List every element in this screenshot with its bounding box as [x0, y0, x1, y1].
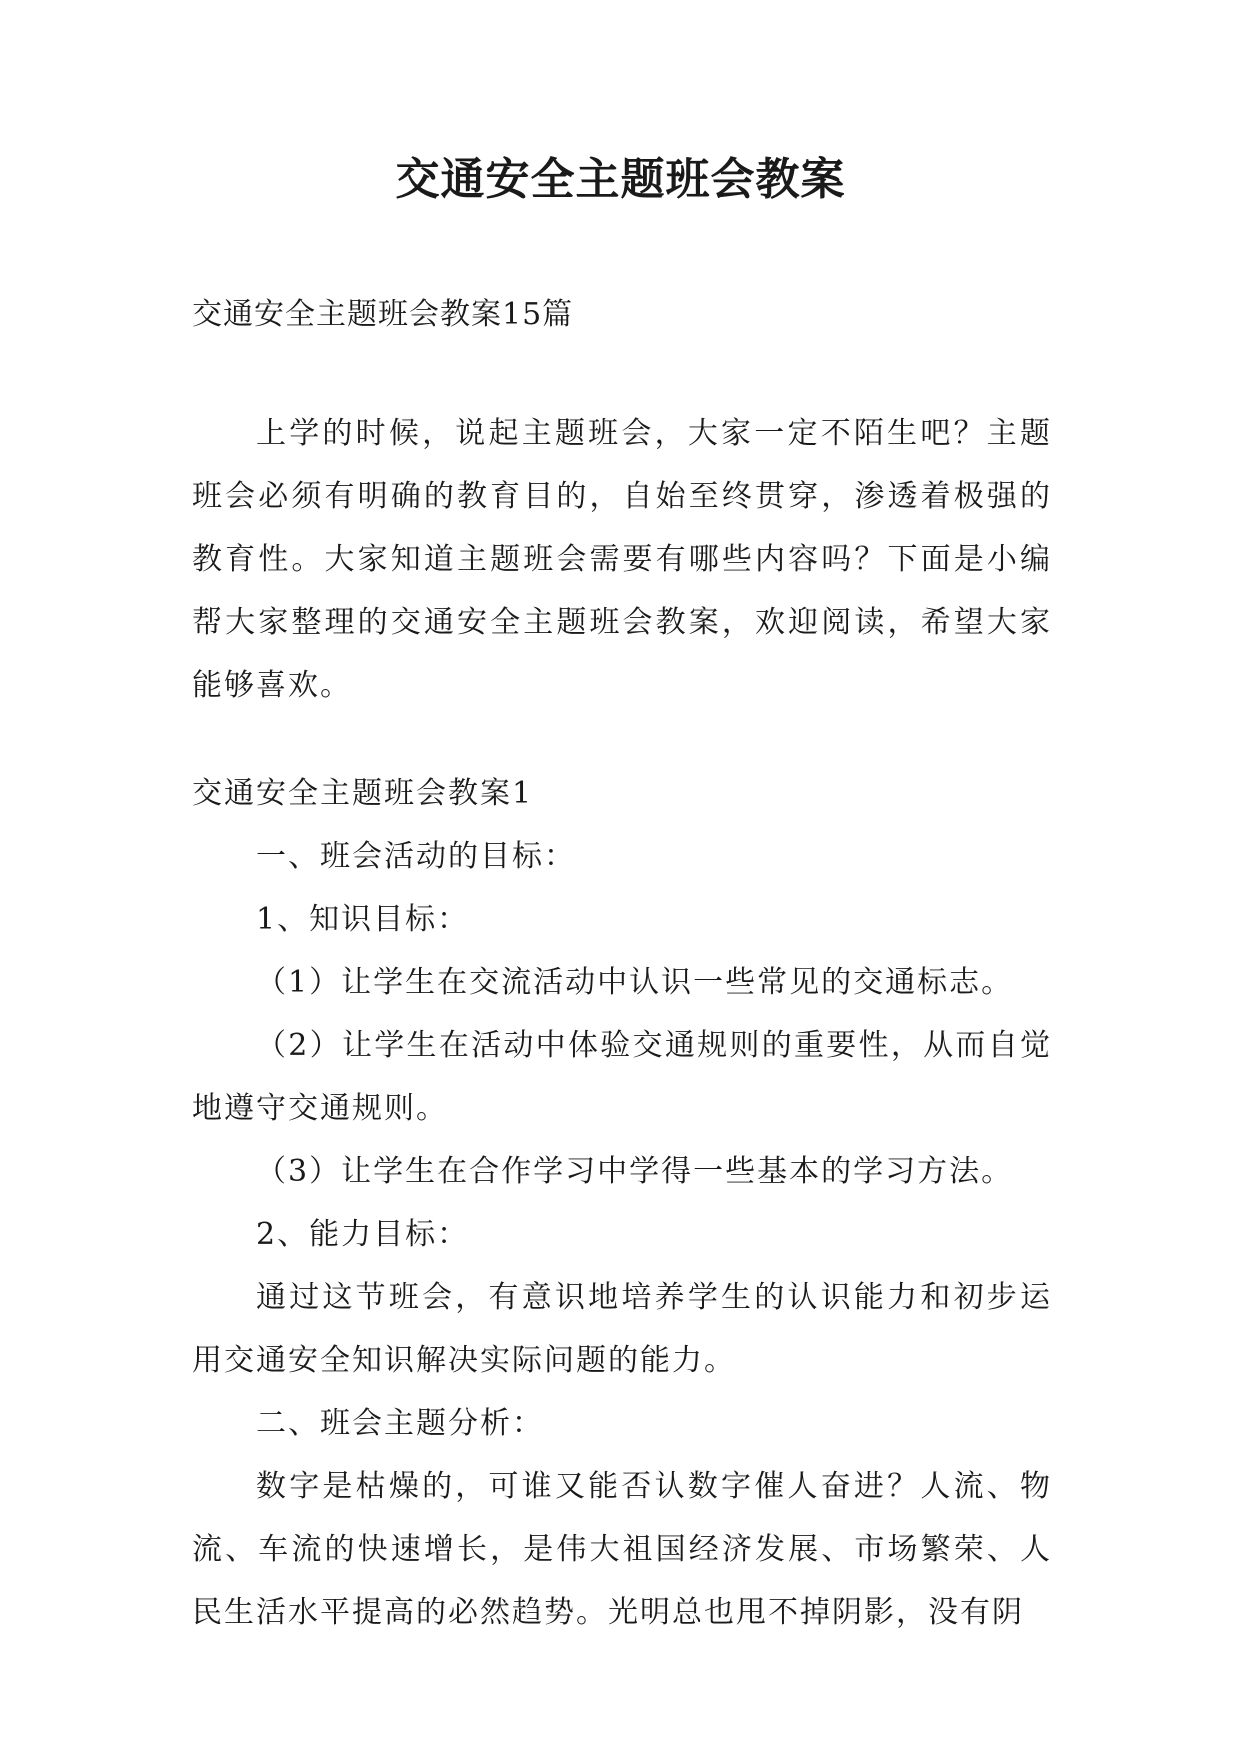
paragraph: 2、能力目标： [256, 1217, 470, 1252]
paragraph: （1）让学生在交流活动中认识一些常见的交通标志。 [256, 965, 1014, 1000]
section-1 [192, 762, 1052, 1644]
document-title: 交通安全主题班会教案 [395, 154, 846, 205]
paragraph: （2）让学生在活动中体验交通规则的重要性，从而自觉地遵守交通规则。 [192, 1028, 1052, 1126]
intro-paragraph: 上学的时候，说起主题班会，大家一定不陌生吧？主题班会必须有明确的教育目的，自始至终贯穿，渗透着极强的教育性。大家知道主题班会需要有哪些内容吗？下面是小编帮大家整理的交通安全主题班会教案，欢迎阅读，希望大家能够喜欢。 [192, 416, 1052, 703]
paragraph: 1、知识目标： [256, 902, 470, 937]
paragraph: （3）让学生在合作学习中学得一些基本的学习方法。 [256, 1154, 1014, 1189]
section-heading: 交通安全主题班会教案1 [192, 776, 534, 811]
paragraph: 一、班会活动的目标： [256, 839, 576, 874]
paragraph: 数字是枯燥的，可谁又能否认数字催人奋进？人流、物流、车流的快速增长，是伟大祖国经济发展、市场繁荣、人民生活水平提高的必然趋势。光明总也甩不掉阴影，没有阴 [192, 1469, 1052, 1630]
document-subtitle: 交通安全主题班会教案15篇 [192, 297, 574, 332]
paragraph: 二、班会主题分析： [256, 1406, 544, 1441]
paragraph: 通过这节班会，有意识地培养学生的认识能力和初步运用交通安全知识解决实际问题的能力。 [192, 1280, 1052, 1378]
